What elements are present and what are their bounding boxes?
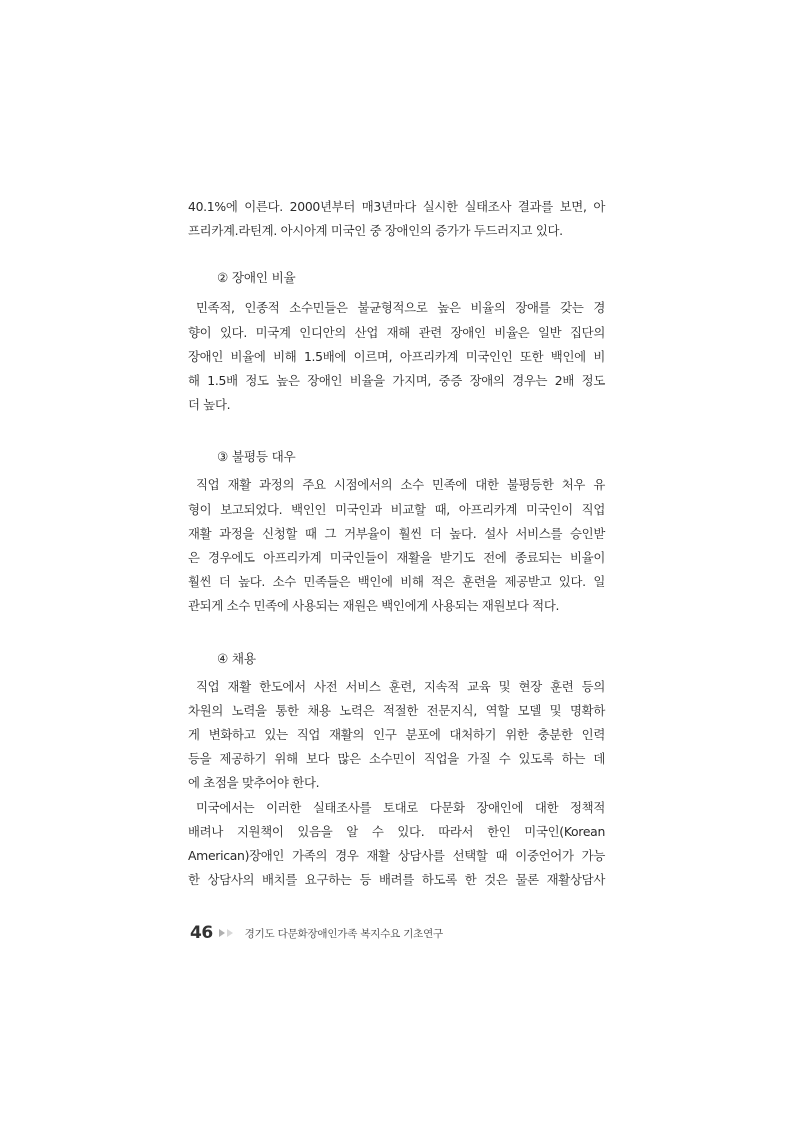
text-line: 한 상담사의 배치를 요구하는 등 배려를 하도록 한 것은 물론 재활상담사 bbox=[188, 872, 605, 888]
section-heading-disability-ratio: ② 장애인 비율 bbox=[217, 270, 296, 286]
section-heading-employment: ④ 채용 bbox=[217, 650, 256, 666]
text-line: 차원의 노력을 통한 채용 노력은 적절한 전문지식, 역할 모델 및 명확하 bbox=[188, 702, 605, 718]
page-number: 46 bbox=[190, 923, 213, 943]
text-line: American)장애인 가족의 경우 재활 상담사를 선택할 때 이중언어가 가능 bbox=[188, 848, 605, 864]
page-footer bbox=[190, 921, 443, 945]
text-line: 40.1%에 이른다. 2000년부터 매3년마다 실시한 실태조사 결과를 보면, 아 bbox=[188, 199, 605, 214]
text-line: 관되게 소수 민족에 사용되는 재원은 백인에게 사용되는 재원보다 적다. bbox=[188, 598, 560, 614]
employment-paragraph bbox=[188, 675, 605, 796]
text-line: 재활 과정을 신청할 때 그 거부율이 훨씬 더 높다. 설사 서비스를 승인받 bbox=[188, 525, 605, 541]
unequal-treatment-paragraph bbox=[188, 473, 605, 618]
text-line: 에 초점을 맞추어야 한다. bbox=[188, 775, 320, 791]
text-line: 미국에서는 이러한 실태조사를 토대로 다문화 장애인에 대한 정책적 bbox=[196, 799, 605, 815]
text-line: 더 높다. bbox=[188, 397, 231, 413]
text-line: 등을 제공하기 위해 보다 많은 소수민이 직업을 가질 수 있도록 하는 데 bbox=[188, 751, 605, 767]
text-line: 향이 있다. 미국계 인디안의 산업 재해 관련 장애인 비율은 일반 집단의 bbox=[188, 324, 605, 340]
text-line: 민족적, 인종적 소수민들은 불균형적으로 높은 비율의 장애를 갖는 경 bbox=[196, 300, 605, 316]
text-line: 게 변화하고 있는 직업 재활의 인구 분포에 대처하기 위한 충분한 인력 bbox=[188, 727, 605, 743]
policy-paragraph bbox=[188, 796, 605, 893]
disability-ratio-paragraph bbox=[188, 296, 605, 417]
footer-title: 경기도 다문화장애인가족 복지수요 기초연구 bbox=[244, 927, 444, 940]
text-line: 훨씬 더 높다. 소수 민족들은 백인에 비해 적은 훈련을 제공받고 있다. 일 bbox=[188, 574, 605, 590]
section-heading-unequal-treatment: ③ 불평등 대우 bbox=[217, 449, 296, 465]
text-line: 해 1.5배 정도 높은 장애인 비율을 가지며, 중증 장애의 경우는 2배 정도 bbox=[188, 373, 605, 389]
text-line: 직업 재활 과정의 주요 시점에서의 소수 민족에 대한 불평등한 처우 유 bbox=[196, 477, 605, 493]
text-line: 직업 재활 한도에서 사전 서비스 훈련, 지속적 교육 및 현장 훈련 등의 bbox=[196, 678, 605, 694]
text-line: 형이 보고되었다. 백인인 미국인과 비교할 때, 아프리카계 미국인이 직업 bbox=[188, 501, 605, 517]
body-text bbox=[188, 195, 605, 892]
double-arrow-icon bbox=[219, 929, 233, 937]
text-line: 은 경우에도 아프리카계 미국인들이 재활을 받기도 전에 종료되는 비율이 bbox=[188, 550, 605, 566]
text-line: 프리카계.라틴계. 아시아계 미국인 중 장애인의 증가가 두드러지고 있다. bbox=[188, 223, 563, 239]
intro-paragraph bbox=[188, 195, 605, 243]
text-line: 장애인 비율에 비해 1.5배에 이르며, 아프리카계 미국인인 또한 백인에 비 bbox=[188, 348, 605, 364]
text-line: 배려나 지원책이 있음을 알 수 있다. 따라서 한인 미국인(Korean bbox=[188, 823, 605, 839]
